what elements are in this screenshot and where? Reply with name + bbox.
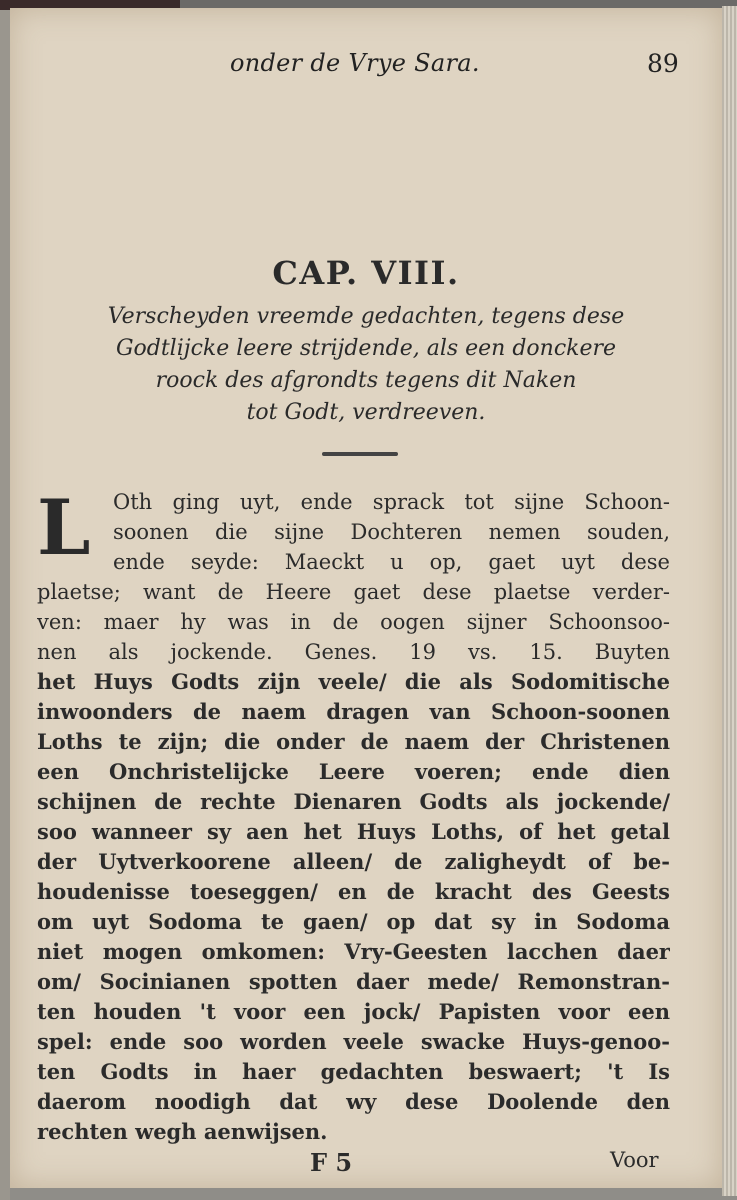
book-page: [10, 8, 722, 1188]
body-line: niet mogen omkomen: Vry-Geesten lacchen daer: [37, 939, 670, 964]
chapter-summary-line: Godtlijcke leere strijdende, als een donckere: [115, 336, 617, 361]
section-divider: [322, 452, 398, 456]
body-line: houdenisse toeseggen/ en de kracht des Geests: [37, 879, 670, 904]
page-number: 89: [647, 49, 679, 78]
body-line: soo wanneer sy aen het Huys Loths, of het getal: [37, 819, 670, 844]
running-title: onder de Vrye Sara.: [230, 49, 480, 77]
body-line: daerom noodigh dat wy dese Doolende den: [37, 1089, 670, 1114]
chapter-summary-line: Verscheyden vreemde gedachten, tegens dese: [107, 304, 625, 329]
body-line: om/ Socinianen spotten daer mede/ Remonstran-: [37, 969, 670, 994]
body-line: Oth ging uyt, ende sprack tot sijne Schoon-: [113, 490, 670, 514]
chapter-title: CAP. VIII.: [272, 254, 460, 292]
body-line: spel: ende soo worden veele swacke Huys-genoo-: [37, 1029, 670, 1054]
page-edges: [722, 6, 737, 1196]
body-line: ten houden 't voor een jock/ Papisten voor een: [37, 999, 670, 1024]
printer-signature: F 5: [310, 1148, 353, 1177]
body-line: inwoonders de naem dragen van Schoon-soonen: [37, 699, 670, 724]
body-line: schijnen de rechte Dienaren Godts als jockende/: [37, 789, 670, 814]
body-line: soonen die sijne Dochteren nemen souden,: [113, 520, 670, 544]
body-line: om uyt Sodoma te gaen/ op dat sy in Sodoma: [37, 909, 670, 934]
chapter-summary-line: tot Godt, verdreeven.: [246, 400, 486, 425]
drop-cap: L: [37, 483, 91, 572]
body-line: nen als jockende. Genes. 19 vs. 15. Buyten: [37, 640, 670, 664]
body-line: rechten wegh aenwijsen.: [37, 1119, 328, 1144]
body-line: een Onchristelijcke Leere voeren; ende dien: [37, 759, 670, 784]
body-line: Loths te zijn; die onder de naem der Christenen: [37, 729, 670, 754]
body-line: plaetse; want de Heere gaet dese plaetse verder-: [37, 580, 670, 604]
catchword: Voor: [610, 1148, 659, 1172]
body-line: ten Godts in haer gedachten beswaert; 't Is: [37, 1059, 670, 1084]
body-line: ven: maer hy was in de oogen sijner Schoonsoo-: [37, 610, 670, 634]
body-line: der Uytverkoorene alleen/ de zaligheydt of be-: [37, 849, 670, 874]
body-line: het Huys Godts zijn veele/ die als Sodomitische: [37, 669, 670, 694]
book-spine: [0, 10, 10, 1200]
chapter-summary-line: roock des afgrondts tegens dit Naken: [155, 368, 577, 393]
body-line: ende seyde: Maeckt u op, gaet uyt dese: [113, 550, 670, 574]
